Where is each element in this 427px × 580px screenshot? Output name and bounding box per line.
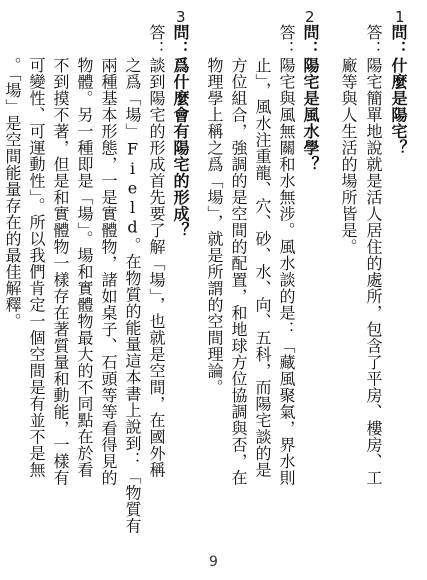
answer-1-line-2: 廠等與人生活的場所皆是。 (339, 24, 358, 255)
question-number-3: 3 (176, 8, 186, 26)
page-number: 9 (209, 554, 218, 570)
answer-3-line-1: 答：談到陽宅的形成首先要了解「場」，也就是空間，在國外稱 (147, 24, 166, 478)
answer-2-line-3: 方位組合，強調的是空間的配置，和地球方位協調與否，在 (229, 24, 248, 486)
question-number-2: 2 (305, 8, 315, 26)
answer-3-line-5: 不到摸不著，但是和實體物一樣存在著質量和動能，一樣有 (51, 24, 70, 486)
question-3: 問：爲什麼會有陽宅的形成？ (171, 24, 190, 239)
question-2: 問：陽宅是風水學？ (301, 24, 320, 173)
answer-3-line-3: 兩種基本形態，一是實體物，諸如桌子、石頭等等看得見的 (99, 24, 118, 486)
answer-3-line-4: 物體。另一種即是「場」。場和實體物最大的不同點在於看 (75, 24, 94, 478)
answer-2-line-2: 止」，風水注重龍、穴、砂、水、向、五科，而陽宅談的是 (253, 24, 272, 478)
answer-3-line-6: 可變性、可運動性」。所以我們肯定一個空間是有並不是無 (27, 24, 46, 478)
answer-3-line-2: 之爲「場」Field。在物質的能量這本書上說到：「物質有 (123, 24, 142, 534)
question-number-1: 1 (395, 8, 405, 26)
question-1: 問：什麼是陽宅？ (389, 24, 408, 156)
answer-3-line-7: 。「場」是空間能量存在的最佳解釋。 (3, 24, 22, 330)
answer-1-line-1: 答：陽宅簡單地說就是活人居住的處所，包含了平房、樓房、工 (364, 24, 383, 486)
answer-2-line-1: 答：陽宅與風無關和水無涉。風水談的是：「藏風聚氣，界水則 (277, 24, 296, 486)
answer-2-line-4: 物理學上稱之爲「場」，就是所謂的空間理論。 (205, 24, 224, 396)
